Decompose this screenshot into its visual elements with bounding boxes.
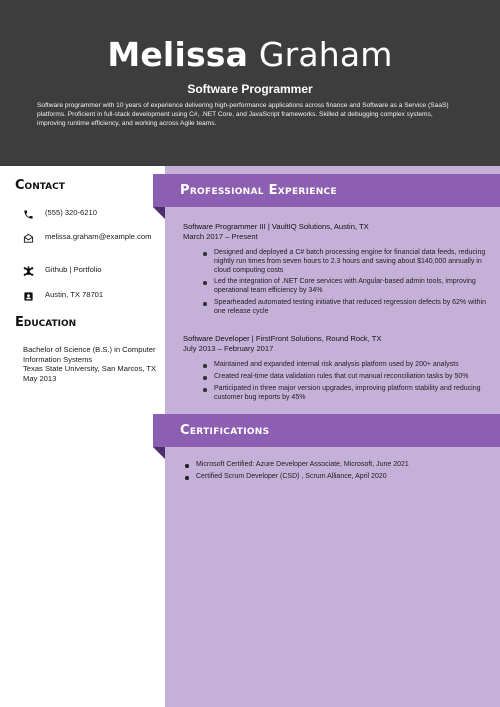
certifications-heading: Certifications xyxy=(180,423,270,438)
job-title: Software Programmer III | VaultIQ Solutions, Austin, TX xyxy=(183,222,369,231)
school: Texas State University, San Marcos, TX xyxy=(23,364,157,374)
first-name: Melissa xyxy=(107,35,249,74)
job-bullet: Created real-time data validation rules that cut manual reconciliation tasks by 50% xyxy=(214,373,490,382)
job-bullet: Designed and deployed a C# batch processing engine for financial data feeds, reducing nightly run times from seven hours to 2.3 hours and saving about $140,000 annually in cloud computing costs xyxy=(214,249,490,276)
contact-address xyxy=(22,290,103,302)
job-dates: March 2017 – Present xyxy=(183,231,258,241)
certification-item: Certified Scrum Developer (CSD) , Scrum Alliance, April 2020 xyxy=(196,473,486,482)
experience-heading: Professional Experience xyxy=(180,183,337,198)
job-bullet: Maintained and expanded internal risk analysis platform used by 200+ analysts xyxy=(214,361,490,370)
contact-links[interactable] xyxy=(22,265,101,277)
email-icon xyxy=(22,232,34,244)
contact-heading: Contact xyxy=(15,178,65,193)
address-text: Austin, TX 78701 xyxy=(45,290,104,299)
job-bullet: Participated in three major version upgrades, improving platform stability and reducing customer bug reports by 45% xyxy=(214,385,490,403)
job-entry xyxy=(183,334,483,353)
job-entry xyxy=(183,222,483,241)
education-entry xyxy=(23,345,159,383)
education-heading: Education xyxy=(15,315,77,330)
phone-text: (555) 320-6210 xyxy=(45,208,97,217)
job-bullet: Led the integration of .NET Core services with Angular-based admin tools, improving operational team efficiency by 34% xyxy=(214,278,490,296)
resume-header xyxy=(0,0,500,166)
email-text: melissa.graham@example.com xyxy=(45,232,152,241)
candidate-name xyxy=(0,34,500,76)
contact-phone[interactable] xyxy=(22,208,97,220)
job-title: Software Developer | FirstFront Solutions, Round Rock, TX xyxy=(183,334,382,343)
job-dates: July 2013 – February 2017 xyxy=(183,343,274,353)
professional-summary: Software programmer with 10 years of experience delivering high-performance applications across finance and Software as a Service (SaaS) platforms. Proficient in full-stack development using C#, .NET Core, and JavaScript frameworks. Skilled at debugging complex systems, improving runtime efficiency, and working across Agile teams. xyxy=(37,102,449,127)
contact-email[interactable] xyxy=(22,232,157,244)
left-column xyxy=(0,166,165,707)
network-icon xyxy=(22,265,34,277)
phone-icon xyxy=(22,208,34,220)
certifications-banner xyxy=(153,414,500,447)
links-text: Github | Portfolio xyxy=(45,265,102,274)
address-card-icon xyxy=(22,290,34,302)
degree: Bachelor of Science (B.S.) in Computer Information Systems xyxy=(23,345,156,364)
job-role: Software Programmer xyxy=(187,82,313,96)
experience-banner xyxy=(153,174,500,207)
job-bullet: Spearheaded automated testing initiative that reduced regression defects by 62% within one release cycle xyxy=(214,299,490,317)
last-name: Graham xyxy=(258,35,393,74)
certification-item: Microsoft Certified: Azure Developer Associate, Microsoft, June 2021 xyxy=(196,461,486,470)
graduation-date: May 2013 xyxy=(23,373,57,383)
